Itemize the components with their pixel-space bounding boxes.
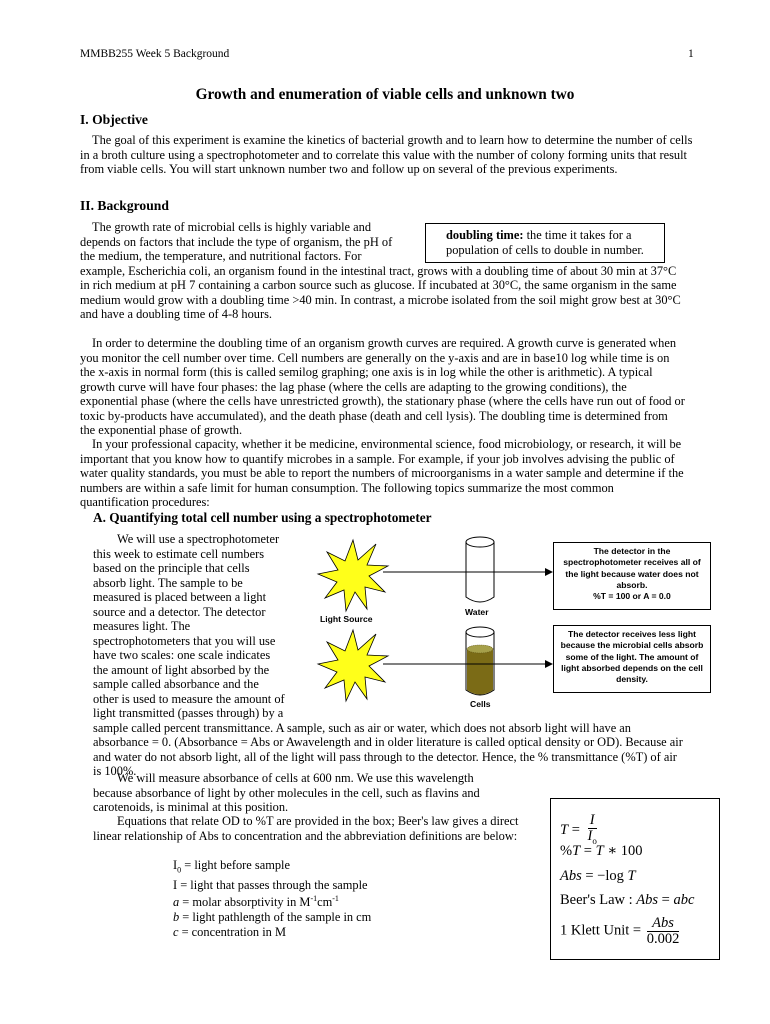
- spectro-paragraph-3: Equations that relate OD to %T are provided in the box; Beer's law gives a direct linear relationship of Abs to concentration and the abbreviation definitions are below:: [93, 814, 519, 843]
- definition-b: b = light pathlength of the sample in cm: [173, 910, 372, 925]
- equation-percent-t: %T = T ∗ 100: [560, 843, 643, 859]
- water-label: Water: [465, 607, 489, 617]
- equation-klett: 1 Klett Unit = Abs 0.002: [560, 915, 680, 947]
- cells-cuvette-rim: [466, 627, 494, 637]
- spectro-paragraph-1: We will use a spectrophotometer this week to estimate cell numbers based on the principle that cells absorb light. The sample to be measured is placed between a light source and a detector. The detector measures light. The spectrophotometers that you will use have two scales: one scale indicates the amount of light absorbed by the sample called absorbance and the other is used to measure the amount of light transmitted (passes through) by a sample called percent transmittance. A sample, such as air or water, which does not absorb light will have an absorbance = 0. (Absorbance = Abs or Awavelength and in older literature is called optical density or OD). Because air and water do not absorb light, all of the light will pass through to the detector. Hence, the % transmittance (%T) of air is 100%.: [93, 532, 683, 778]
- definitions-list: [173, 858, 371, 939]
- page-number: 1: [688, 48, 694, 60]
- equation-abs: Abs = −log T: [560, 868, 636, 884]
- document-title: Growth and enumeration of viable cells and unknown two: [195, 86, 575, 103]
- water-cuvette-rim: [466, 537, 494, 547]
- objective-heading: I. Objective: [80, 112, 148, 127]
- background-heading: II. Background: [80, 198, 169, 213]
- background-paragraph-1: The growth rate of microbial cells is highly variable and depends on factors that include the type of organism, the pH of the medium, the temperature, and nutritional factors. For example, Escherichia coli, an organism found in the intestinal tract, grows with a doubling time of about 30 min at 37°C in rich medium at pH 7 containing a carbon source such as glucose. If incubated at 30°C, the same organism in the same medium would grow with a doubling time >40 min. In contrast, a microbe isolated from the soil might grow best at 30°C and have a doubling time of 4-8 hours.: [80, 220, 681, 321]
- running-header: MMBB255 Week 5 Background: [80, 48, 230, 60]
- cells-culture: [467, 649, 493, 695]
- definition-term: doubling time:: [446, 228, 524, 242]
- definition-text: the time it takes for a population of cells to double in number.: [446, 228, 644, 257]
- background-paragraph-2: In order to determine the doubling time of an organism growth curves are required. A growth curve is generated when you monitor the cell number over time. Cell numbers are generally on the y-axis and are in base10 log while time is on the x-axis in normal form (this is called semilog graphing; one axis is in log while the other is arithmetic). A typical growth curve will have four phases: the lag phase (where the cells are adapting to the growing conditions), the exponential phase (where the cells have unrestricted growth), the stationary phase (where the cells have run out of food or toxic by-products have accumulated), and the death phase (death and cell lysis). The doubling time is determined from the exponential phase of growth.: [80, 336, 685, 437]
- light-source-star-top: [318, 540, 388, 611]
- detector-note-cells: The detector receives less light because the microbial cells absorb some of the light. The amount of light absorbed depends on the cell density.: [553, 625, 711, 693]
- definition-c: c = concentration in M: [173, 924, 286, 939]
- background-paragraph-3: In your professional capacity, whether it be medicine, environmental science, food microbiology, or research, it will be important that you know how to quantify microbes in a sample. For example, if your job involves advising the public of water quality standards, you must be able to report the numbers of microorganisms in a water sample and determine if the numbers are within a safe limit for human consumption. The following topics summarize the most common quantification procedures:: [80, 437, 684, 509]
- objective-text: The goal of this experiment is examine the kinetics of bacterial growth and to learn how to determine the number of cells in a broth culture using a spectrophotometer and to correlate this value with the number of colony forming units that result from viable cells. You will start unknown number two and follow up on several of the previous experiments.: [80, 133, 693, 176]
- definition-i: I = light that passes through the sample: [173, 877, 368, 892]
- detector-note-water: The detector in the spectrophotometer receives all of the light because water does not absorb. %T = 100 or A = 0.0: [553, 542, 711, 610]
- cells-label: Cells: [470, 699, 491, 709]
- light-ray-top-arrowhead: [545, 568, 553, 576]
- cells-culture-surface: [467, 645, 493, 653]
- definition-i0: $I_0$ = light before sample: [173, 858, 290, 875]
- spectro-paragraph-2: We will measure absorbance of cells at 600 nm. We use this wavelength because absorbance of light by other molecules in the cell, such as flavins and carotenoids, is minimal at this position.: [93, 771, 480, 814]
- light-ray-bottom-arrowhead: [545, 660, 553, 668]
- definition-a: a = molar absorptivity in $M^{-1}cm^{-1}$: [173, 894, 339, 910]
- spectro-heading: A. Quantifying total cell number using a spectrophotometer: [93, 510, 432, 525]
- equation-transmittance: T = $\frac{I}{I_o}$: [560, 812, 597, 846]
- equation-beers-law: Beer's Law : Abs = abc: [560, 892, 695, 908]
- light-source-star-bottom: [318, 630, 388, 701]
- light-source-label: Light Source: [320, 614, 373, 624]
